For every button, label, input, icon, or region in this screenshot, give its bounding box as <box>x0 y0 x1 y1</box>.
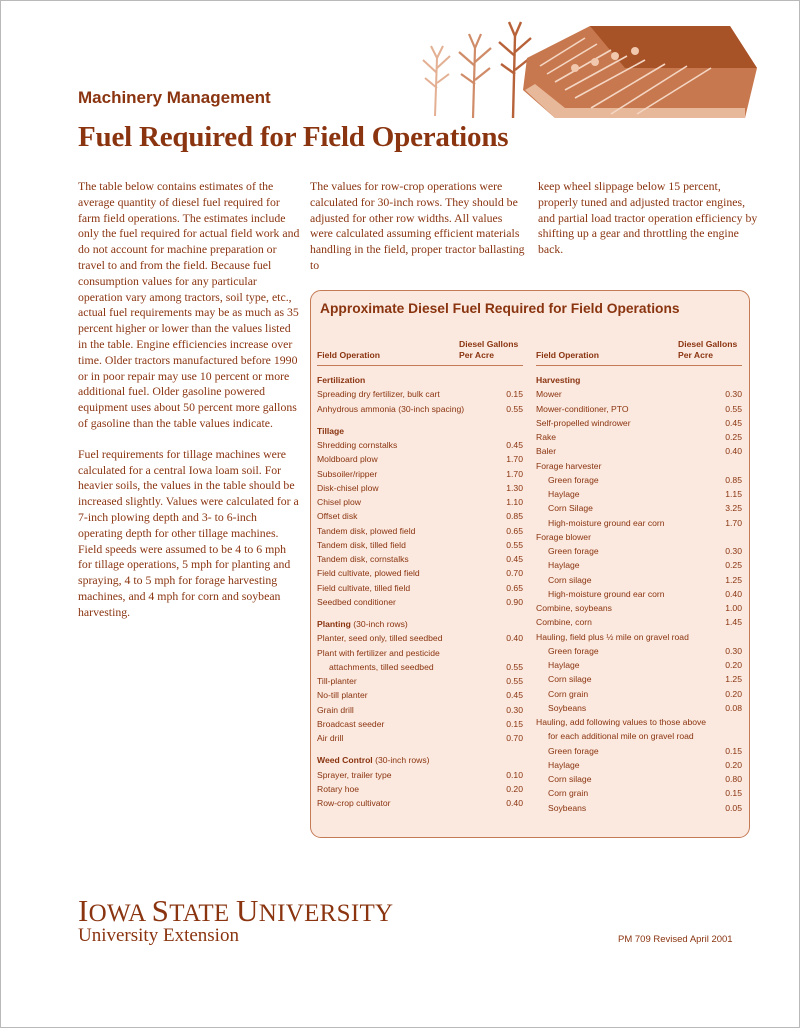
operation-label: Tandem disk, plowed field <box>317 525 416 536</box>
table-row <box>536 402 742 416</box>
extension-name: University Extension <box>78 925 239 946</box>
operation-label: attachments, tilled seedbed <box>329 661 434 672</box>
gallons-value: 0.55 <box>506 676 523 686</box>
table-row <box>536 630 742 644</box>
operation-label: Soybeans <box>548 702 587 713</box>
table-row <box>317 717 523 731</box>
section-label: Tillage <box>317 425 345 436</box>
operation-label: Shredding cornstalks <box>317 440 398 450</box>
table-row <box>317 387 523 401</box>
table-title: Approximate Diesel Fuel Required for Field Operations <box>320 301 680 316</box>
operation-label: Green forage <box>548 474 599 485</box>
header-divider <box>536 365 742 366</box>
operation-label: Forage harvester <box>536 460 602 471</box>
operation-label: Moldboard plow <box>317 454 378 465</box>
gallons-value: 1.25 <box>725 674 742 685</box>
table-rows-right <box>536 373 742 815</box>
table-row <box>536 701 742 715</box>
operation-label: Corn grain <box>548 688 589 699</box>
table-row <box>536 801 742 815</box>
gallons-value: 0.15 <box>725 788 742 799</box>
operation-label: Haylage <box>548 759 580 770</box>
gallons-value: 1.25 <box>725 574 742 585</box>
operation-label: Self-propelled windrower <box>536 417 631 428</box>
intro-column-2 <box>310 179 528 289</box>
operation-label: Offset disk <box>317 511 358 522</box>
gallons-value: 0.30 <box>725 546 742 556</box>
gallons-value: 0.65 <box>506 525 523 536</box>
table-row <box>317 674 523 688</box>
table-row <box>317 566 523 580</box>
operation-label: No-till planter <box>317 690 368 701</box>
series-title: Machinery Management <box>78 88 271 107</box>
section-note: (30-inch rows) <box>372 755 430 766</box>
table-rows-left <box>317 373 523 810</box>
operation-label: Disk-chisel plow <box>317 482 379 493</box>
gallons-value: 0.80 <box>725 774 742 784</box>
operation-label: Chisel plow <box>317 497 361 507</box>
operation-label: Corn silage <box>548 574 592 585</box>
gallons-value: 3.25 <box>725 503 742 514</box>
table-row <box>536 744 742 758</box>
table-section-heading <box>317 753 523 767</box>
table-row <box>317 581 523 595</box>
table-row <box>536 387 742 401</box>
gallons-value: 0.30 <box>725 645 742 656</box>
table-spacer <box>317 745 523 753</box>
intro-paragraph-1: The table below contains estimates of the average quantity of diesel fuel required for farm field operations. The estimates include only the fuel required for actual field work and do not account for machine preparation or travel to and from the field. Because fuel consumption values for any particular operation vary among tractors, soil type, etc., actual fuel requirements may be as much as 35 percent higher or lower than the values listed in the table. Engine efficiencies increase over time. Older tractors manufactured before 1990 or in poor repair may use 10 percent or more additional fuel. Older gasoline powered equipment uses about 50 percent more gallons of gasoline than the table values indicate. <box>78 179 300 430</box>
table-header <box>536 335 742 361</box>
table-row <box>536 530 742 544</box>
operation-label: Broadcast seeder <box>317 718 385 729</box>
table-row <box>317 688 523 702</box>
operation-label: Green forage <box>548 745 599 756</box>
gallons-value: 0.08 <box>725 702 742 713</box>
table-row <box>536 516 742 530</box>
table-row <box>536 487 742 501</box>
gallons-value: 0.25 <box>725 432 742 442</box>
table-row <box>317 438 523 452</box>
gallons-value: 0.55 <box>506 403 523 414</box>
gallons-value: 1.70 <box>725 517 742 528</box>
corn-combine-illustration <box>415 18 760 123</box>
operation-label: Seedbed conditioner <box>317 596 396 607</box>
table-row <box>536 786 742 800</box>
table-header <box>317 335 523 361</box>
table-row <box>317 538 523 552</box>
section-label: Harvesting <box>536 375 581 385</box>
operation-label: Anhydrous ammonia (30-inch spacing) <box>317 403 465 414</box>
gallons-value: 0.45 <box>725 417 742 428</box>
table-row <box>536 687 742 701</box>
header-field-operation: Field Operation <box>317 350 381 360</box>
page-title: Fuel Required for Field Operations <box>78 121 509 153</box>
operation-label: for each additional mile on gravel road <box>548 731 694 742</box>
operation-label: Spreading dry fertilizer, bulk cart <box>317 389 440 400</box>
gallons-value: 0.15 <box>506 389 523 400</box>
operation-label: Green forage <box>548 645 599 656</box>
header-gallons-line-1: Diesel Gallons <box>459 339 519 349</box>
operation-label: Soybeans <box>548 802 587 813</box>
gallons-value: 0.70 <box>506 733 523 743</box>
gallons-value: 0.45 <box>506 690 523 701</box>
gallons-value: 1.00 <box>725 603 742 613</box>
operation-label: Row-crop cultivator <box>317 798 391 808</box>
table-row <box>536 558 742 572</box>
fuel-table <box>310 290 750 838</box>
operation-label: Combine, soybeans <box>536 603 612 613</box>
table-row <box>317 796 523 810</box>
table-section-heading <box>317 617 523 631</box>
table-row <box>536 758 742 772</box>
table-row <box>317 631 523 645</box>
gallons-value: 0.15 <box>506 718 523 729</box>
operation-label: Haylage <box>548 660 580 670</box>
gallons-value: 0.90 <box>506 596 523 607</box>
operation-label: Corn silage <box>548 674 592 685</box>
table-row <box>536 715 742 729</box>
publication-info: PM 709 Revised April 2001 <box>618 934 733 945</box>
operation-label: Rotary hoe <box>317 783 360 794</box>
section-label: Planting (30-inch rows) <box>317 619 408 629</box>
operation-label: Planter, seed only, tilled seedbed <box>317 633 443 644</box>
gallons-value: 0.70 <box>506 568 523 579</box>
header-field-operation: Field Operation <box>536 350 600 360</box>
gallons-value: 0.15 <box>725 745 742 756</box>
gallons-value: 0.85 <box>506 511 523 522</box>
table-row <box>536 615 742 629</box>
university-logo: IOWA STATE UNIVERSITY <box>78 893 394 928</box>
operation-label: Mower <box>536 389 562 400</box>
table-row <box>536 501 742 515</box>
operation-label: Forage blower <box>536 531 591 542</box>
operation-label: Corn silage <box>548 774 592 784</box>
gallons-value: 0.30 <box>725 389 742 400</box>
table-row <box>317 402 523 416</box>
gallons-value: 0.65 <box>506 582 523 593</box>
gallons-value: 0.45 <box>506 440 523 450</box>
intro-column-3 <box>538 179 760 273</box>
operation-label: Tandem disk, tilled field <box>317 539 406 550</box>
intro-paragraph-3: The values for row-crop operations were calculated for 30-inch rows. They should be adjusted for other row widths. All values were calculated assuming efficient materials handling in the field, proper tractor ballasting to <box>310 179 525 272</box>
table-row <box>317 467 523 481</box>
table-row <box>317 524 523 538</box>
table-spacer <box>317 416 523 424</box>
intro-column-1 <box>78 179 300 636</box>
gallons-value: 1.10 <box>506 497 523 507</box>
gallons-value: 0.55 <box>506 661 523 672</box>
operation-label: Rake <box>536 432 557 442</box>
table-row <box>317 768 523 782</box>
section-label: Fertilization <box>317 375 366 385</box>
operation-label: Haylage <box>548 560 580 571</box>
header-diesel-gallons <box>459 339 523 361</box>
table-row <box>317 509 523 523</box>
gallons-value: 0.20 <box>725 660 742 670</box>
operation-label: Haylage <box>548 489 580 499</box>
table-row <box>536 544 742 558</box>
operation-label: Sprayer, trailer type <box>317 769 392 780</box>
gallons-value: 0.20 <box>506 783 523 794</box>
operation-label: High-moisture ground ear corn <box>548 588 665 599</box>
table-row <box>317 660 523 674</box>
gallons-value: 1.30 <box>506 482 523 493</box>
operation-label: High-moisture ground ear corn <box>548 517 665 528</box>
operation-label: Till-planter <box>317 676 357 686</box>
gallons-value: 1.15 <box>725 489 742 499</box>
operation-label: Corn Silage <box>548 503 593 514</box>
table-row <box>317 495 523 509</box>
table-row <box>317 646 523 660</box>
operation-label: Air drill <box>317 733 344 743</box>
table-section-heading <box>317 373 523 387</box>
table-row <box>536 601 742 615</box>
header-gallons-line-2: Per Acre <box>459 350 495 360</box>
table-row <box>536 459 742 473</box>
operation-label: Tandem disk, cornstalks <box>317 554 409 564</box>
gallons-value: 0.25 <box>725 560 742 571</box>
gallons-value: 0.85 <box>725 474 742 485</box>
table-row <box>536 430 742 444</box>
gallons-value: 1.70 <box>506 468 523 479</box>
operation-label: Field cultivate, plowed field <box>317 568 420 579</box>
table-spacer <box>317 609 523 617</box>
gallons-value: 0.20 <box>725 688 742 699</box>
table-row <box>536 672 742 686</box>
gallons-value: 0.40 <box>725 588 742 599</box>
gallons-value: 1.45 <box>725 617 742 628</box>
header-diesel-gallons <box>678 339 742 361</box>
gallons-value: 0.45 <box>506 554 523 564</box>
gallons-value: 0.30 <box>506 704 523 715</box>
operation-label: Plant with fertilizer and pesticide <box>317 647 440 658</box>
table-column-right <box>536 335 742 815</box>
table-row <box>536 587 742 601</box>
table-row <box>317 552 523 566</box>
section-note: (30-inch rows) <box>350 619 408 629</box>
header-divider <box>317 365 523 366</box>
operation-label: Green forage <box>548 546 599 556</box>
table-row <box>317 481 523 495</box>
table-row <box>317 703 523 717</box>
table-row <box>317 452 523 466</box>
operation-label: Subsoiler/ripper <box>317 468 378 479</box>
table-row <box>317 731 523 745</box>
operation-label: Corn grain <box>548 788 589 799</box>
table-row <box>317 782 523 796</box>
table-row <box>536 444 742 458</box>
gallons-value: 0.05 <box>725 802 742 813</box>
operation-label: Baler <box>536 446 557 457</box>
intro-paragraph-4: keep wheel slippage below 15 percent, properly tuned and adjusted tractor engines, and partial load tractor operation efficiency by shifting up a gear and throttling the engine back. <box>538 179 758 257</box>
operation-label: Hauling, add following values to those above <box>536 717 707 727</box>
section-label: Weed Control (30-inch rows) <box>317 755 430 766</box>
gallons-value: 0.55 <box>506 539 523 550</box>
operation-label: Field cultivate, tilled field <box>317 582 411 593</box>
table-row <box>536 473 742 487</box>
table-row <box>536 573 742 587</box>
table-section-heading <box>536 373 742 387</box>
gallons-value: 0.40 <box>506 633 523 644</box>
table-row <box>536 658 742 672</box>
gallons-value: 0.40 <box>725 446 742 457</box>
header-gallons-line-1: Diesel Gallons <box>678 339 738 349</box>
table-row <box>536 644 742 658</box>
table-row <box>536 729 742 743</box>
gallons-value: 0.40 <box>506 798 523 808</box>
header-gallons-line-2: Per Acre <box>678 350 714 360</box>
gallons-value: 0.55 <box>725 403 742 414</box>
table-column-left <box>317 335 523 810</box>
table-row <box>536 416 742 430</box>
gallons-value: 1.70 <box>506 454 523 465</box>
gallons-value: 0.20 <box>725 759 742 770</box>
operation-label: Grain drill <box>317 704 354 715</box>
intro-paragraph-2: Fuel requirements for tillage machines were calculated for a central Iowa loam soil. For heavier soils, the values in the table should be increased slightly. Values were calculated for a 7-inch plowing depth and 3- to 6-inch operating depth for other tillage machines. Field speeds were assumed to be 4 to 6 mph for tillage operations, 5 mph for planting and spraying, 4 to 5 mph for forage harvesting machines, and 4 mph for corn and soybean harvesting. <box>78 446 299 619</box>
gallons-value: 0.10 <box>506 769 523 780</box>
operation-label: Hauling, field plus ½ mile on gravel road <box>536 631 689 642</box>
table-row <box>317 595 523 609</box>
table-row <box>536 772 742 786</box>
operation-label: Mower-conditioner, PTO <box>536 403 629 414</box>
table-section-heading <box>317 424 523 438</box>
operation-label: Combine, corn <box>536 617 592 628</box>
